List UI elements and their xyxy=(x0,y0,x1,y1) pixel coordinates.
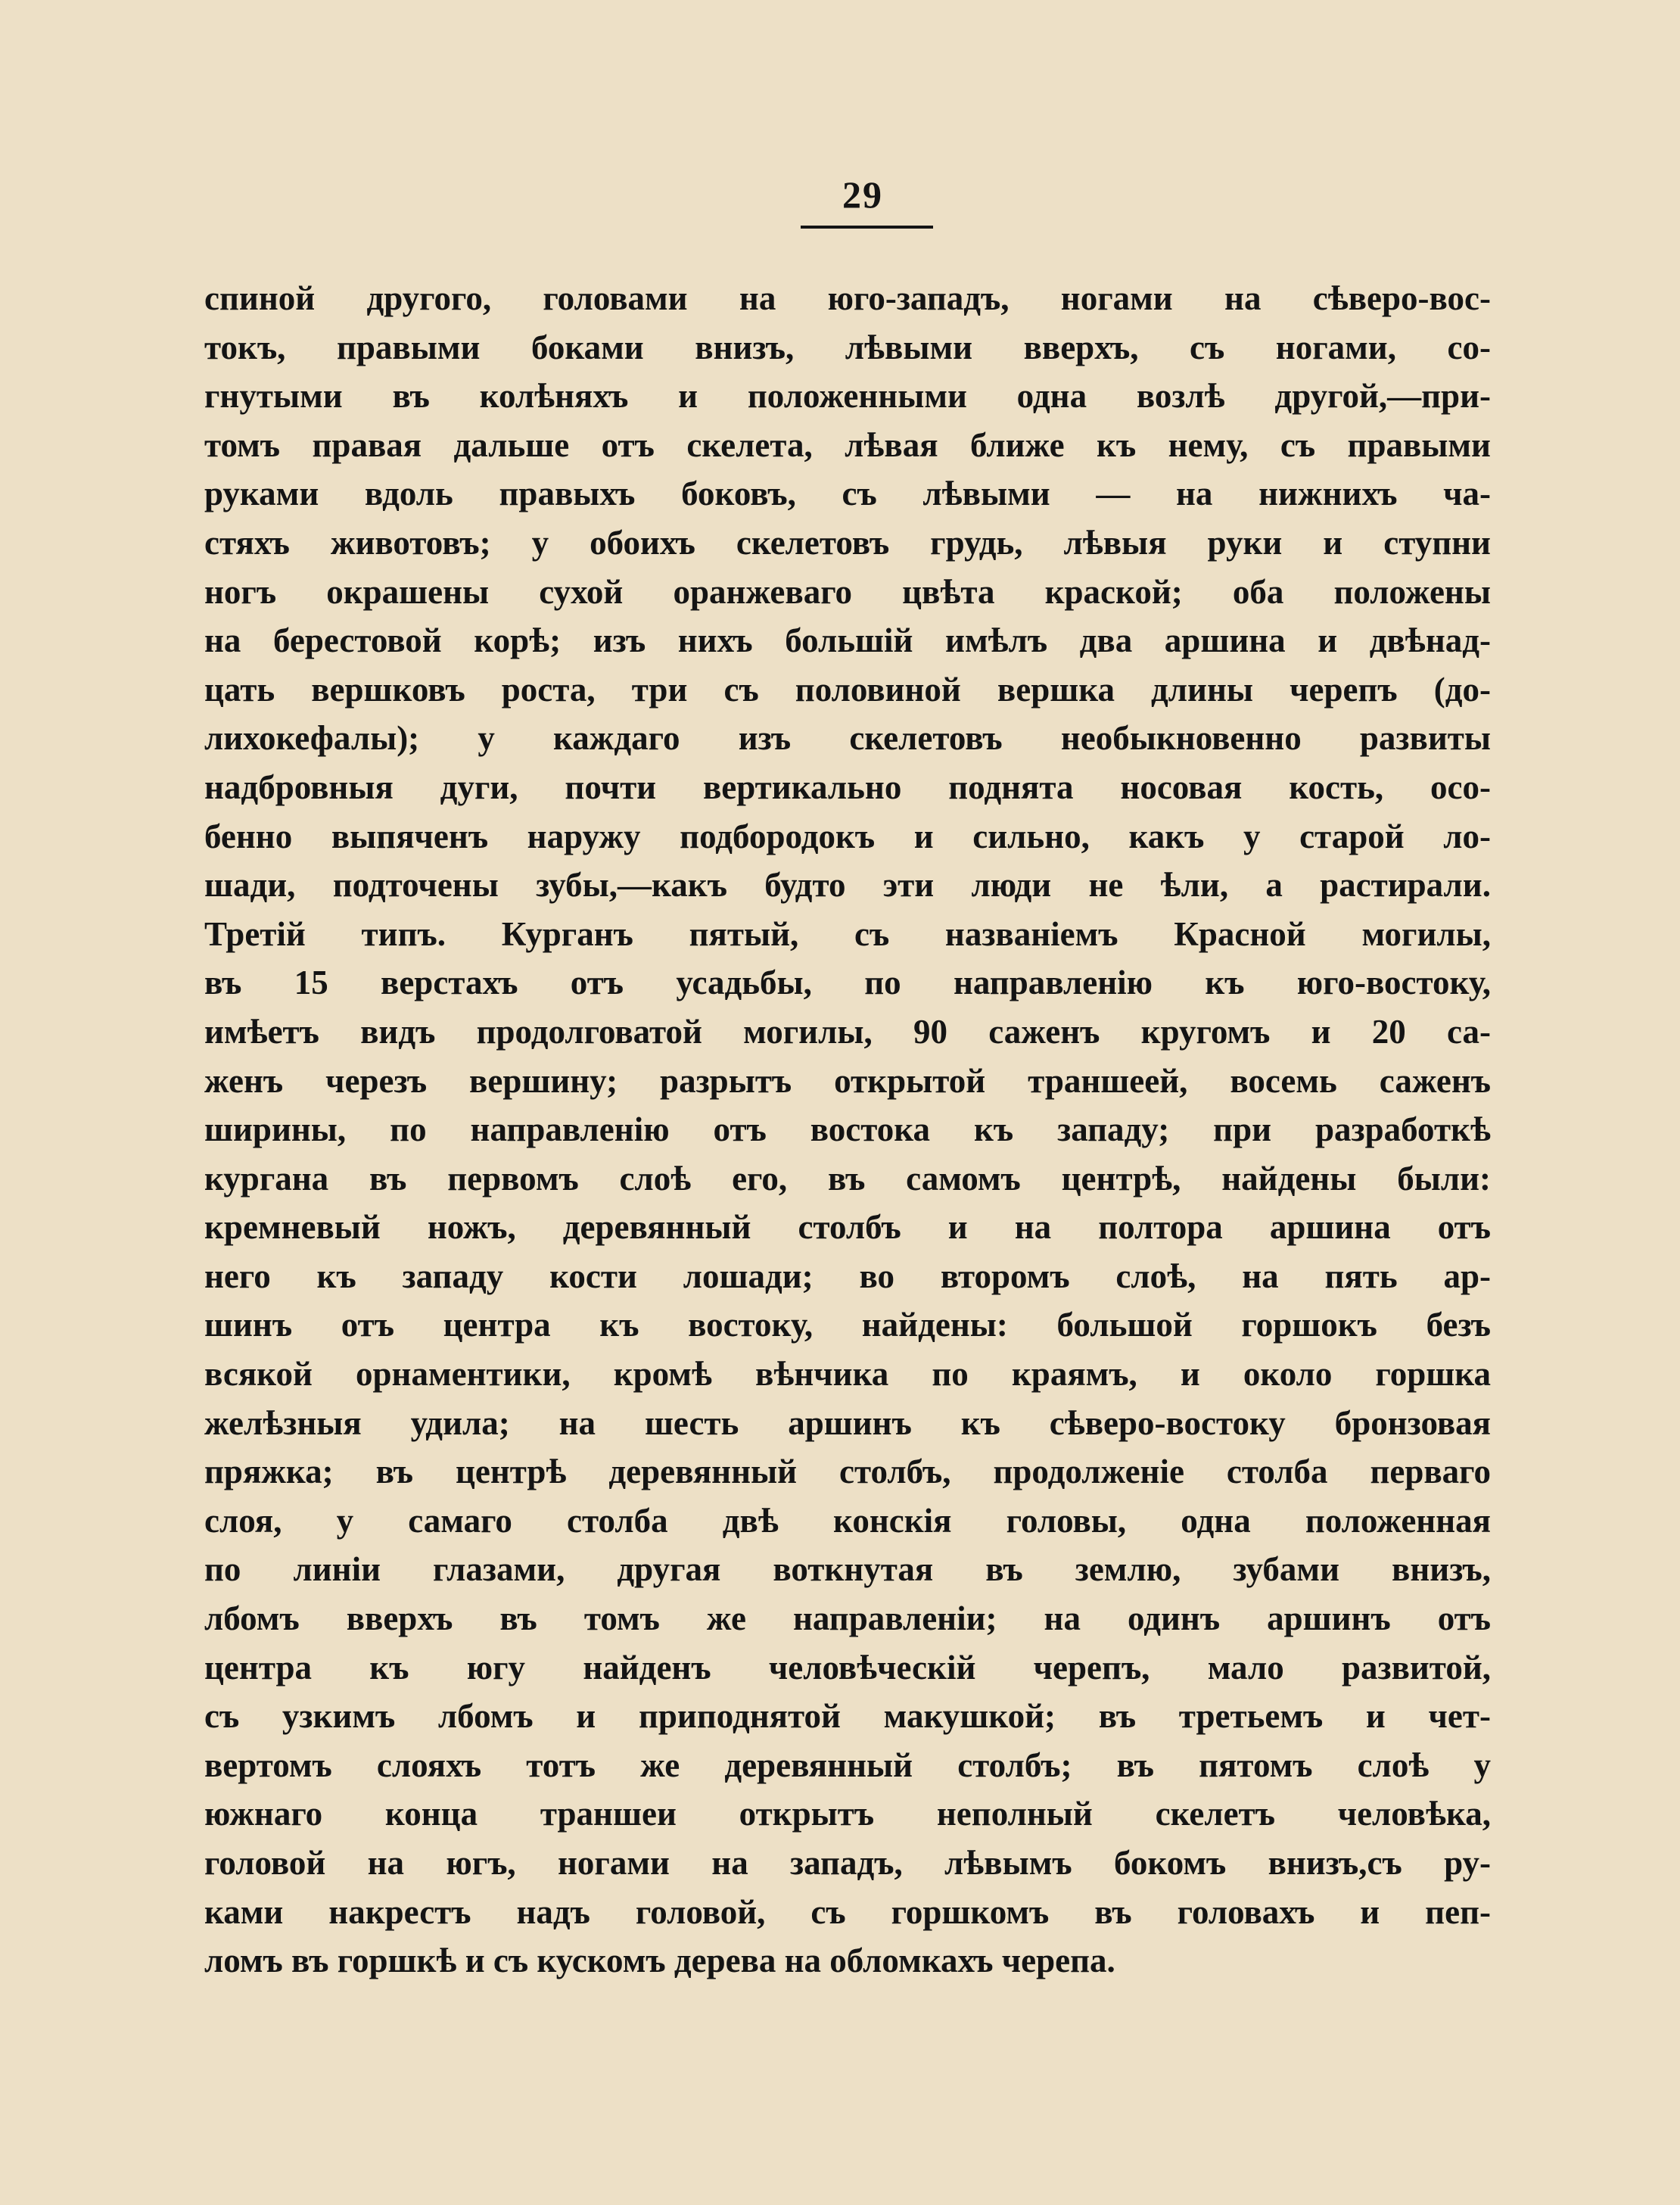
text-line: ногъ окрашены сухой оранжеваго цвѣта краской; оба положены xyxy=(204,572,1491,611)
text-line: лихокефалы); у каждаго изъ скелетовъ необыкновенно развиты xyxy=(204,719,1491,758)
text-line: на берестовой корѣ; изъ нихъ большій имѣлъ два аршина и двѣнад- xyxy=(204,621,1491,660)
text-line: бенно выпяченъ наружу подбородокъ и сильно, какъ у старой ло- xyxy=(204,817,1491,855)
text-line: томъ правая дальше отъ скелета, лѣвая ближе къ нему, съ правыми xyxy=(204,425,1491,464)
text-line: пряжка; въ центрѣ деревянный столбъ, продолженіе столба перваго xyxy=(204,1453,1491,1491)
text-line: гнутыми въ колѣняхъ и положенными одна возлѣ другой,—при- xyxy=(204,377,1491,416)
text-line: ками накрестъ надъ головой, съ горшкомъ въ головахъ и пеп- xyxy=(204,1892,1491,1931)
text-line: въ 15 верстахъ отъ усадьбы, по направленію къ юго-востоку, xyxy=(204,964,1491,1002)
text-line: шинъ отъ центра къ востоку, найдены: большой горшокъ безъ xyxy=(204,1306,1491,1344)
text-line: кремневый ножъ, деревянный столбъ и на полтора аршина отъ xyxy=(204,1208,1491,1247)
text-line: токъ, правыми боками внизъ, лѣвыми вверхъ, съ ногами, со- xyxy=(204,328,1491,366)
text-line: центра къ югу найденъ человѣческій черепъ, мало развитой, xyxy=(204,1648,1491,1686)
text-line: южнаго конца траншеи открытъ неполный скелетъ человѣка, xyxy=(204,1795,1491,1833)
text-line: всякой орнаментики, кромѣ вѣнчика по краямъ, и около горшка xyxy=(204,1355,1491,1394)
text-line: головой на югъ, ногами на западъ, лѣвымъ бокомъ внизъ,съ ру- xyxy=(204,1844,1491,1882)
text-line: руками вдоль правыхъ боковъ, съ лѣвыми — на нижнихъ ча- xyxy=(204,475,1491,513)
text-line: шади, подточены зубы,—какъ будто эти люди не ѣли, а растирали. xyxy=(204,866,1491,905)
text-line: ломъ въ горшкѣ и съ кускомъ дерева на обломкахъ черепа. xyxy=(204,1942,1115,1980)
text-line: цать вершковъ роста, три съ половиной вершка длины черепъ (до- xyxy=(204,670,1491,709)
text-line: надбровныя дуги, почти вертикально поднята носовая кость, осо- xyxy=(204,768,1491,806)
text-line: по линіи глазами, другая воткнутая въ землю, зубами внизъ, xyxy=(204,1550,1491,1589)
text-line: съ узкимъ лбомъ и приподнятой макушкой; въ третьемъ и чет- xyxy=(204,1697,1491,1736)
text-line: женъ черезъ вершину; разрытъ открытой траншеей, восемь саженъ xyxy=(204,1061,1491,1100)
text-line: имѣетъ видъ продолговатой могилы, 90 саженъ кругомъ и 20 са- xyxy=(204,1012,1491,1051)
text-line: стяхъ животовъ; у обоихъ скелетовъ грудь, лѣвыя руки и ступни xyxy=(204,523,1491,562)
text-line: желѣзныя удила; на шесть аршинъ къ сѣверо-востоку бронзовая xyxy=(204,1403,1491,1442)
text-line: него къ западу кости лошади; во второмъ слоѣ, на пять ар- xyxy=(204,1257,1491,1295)
page-number-container xyxy=(795,173,931,216)
page-number-underline xyxy=(801,226,933,229)
text-line: ширины, по направленію отъ востока къ западу; при разработкѣ xyxy=(204,1110,1491,1149)
text-line: слоя, у самаго столба двѣ конскія головы, одна положенная xyxy=(204,1501,1491,1540)
text-line: вертомъ слояхъ тотъ же деревянный столбъ; въ пятомъ слоѣ у xyxy=(204,1746,1491,1784)
text-line: Третій типъ. Курганъ пятый, съ названіемъ Красной могилы, xyxy=(204,914,1491,953)
text-line: кургана въ первомъ слоѣ его, въ самомъ центрѣ, найдены были: xyxy=(204,1159,1491,1197)
page-number: 29 xyxy=(842,173,883,216)
body-text xyxy=(204,274,1491,1985)
text-line: лбомъ вверхъ въ томъ же направленіи; на одинъ аршинъ отъ xyxy=(204,1599,1491,1638)
text-line: спиной другого, головами на юго-западъ, ногами на сѣверо-вос- xyxy=(204,279,1491,317)
